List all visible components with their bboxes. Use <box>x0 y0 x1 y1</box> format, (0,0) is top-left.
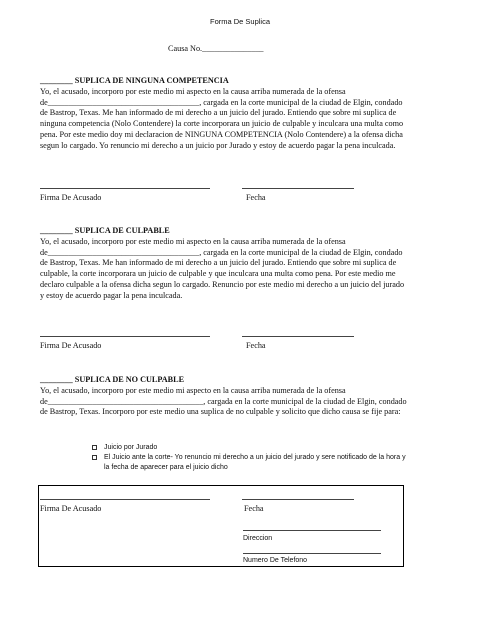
causa-number-field[interactable]: Causa No._______________ <box>168 44 264 53</box>
section-heading: ________ SUPLICA DE NINGUNA COMPETENCIA <box>40 76 229 85</box>
section-not-guilty <box>40 375 410 418</box>
option-label: Juicio por Jurado <box>104 444 158 451</box>
signature-line[interactable] <box>40 336 210 337</box>
signature-line[interactable] <box>40 499 210 500</box>
section-body: Yo, el acusado, incorporo por este medio mi aspecto en la causa arriba numerada de la ofensa de_____________________________________, cargada en la corte municipal de la ciudad de Elgin, condado de Bastrop, Texas. Me han informado de mi derecho a un juicio del jurado. Entiendo que sobre mi suplica de culpable, la corte incorporara un juicio de culpable y que inculcara una multa como pena. Por este medio me declaro culpable a la ofensa dicha segun lo cargado. Renuncio por este medio mi derecho a un juicio del jurado y estoy de acuerdo pagar la pena inculcada. <box>40 236 405 300</box>
option-jury-trial[interactable] <box>92 443 412 453</box>
signature-label: Firma De Acusado <box>40 341 102 350</box>
checkbox-icon[interactable] <box>92 455 97 460</box>
address-label: Direccion <box>243 535 273 542</box>
section-heading: ________ SUPLICA DE CULPABLE <box>40 226 170 235</box>
section-body: Yo, el acusado, incorporo por este medio mi aspecto en la causa arriba numerada de la ofensa de_____________________________________, cargada en la corte municipal de la ciudad de Elgin, condado de Bastrop, Texas. Me han informado de mi derecho a un juicio del jurado. Entiendo que sobre mi suplica de ninguna competencia (Nolo Contendere) la corte incorporara un juicio de culpable y inculcara una multa como pena. Por este medio doy mi declaracion de NINGUNA COMPETENCIA (Nolo Contendere) a la ofensa dicha segun lo cargado. Yo renuncio mi derecho a un juicio por Jurado y estoy de acuerdo pagar la pena inculcada. <box>40 86 404 150</box>
trial-options <box>92 443 412 473</box>
section-heading: ________ SUPLICA DE NO CULPABLE <box>40 375 185 384</box>
signature-box <box>38 485 404 567</box>
checkbox-icon[interactable] <box>92 445 97 450</box>
option-label: El Juicio ante la corte- Yo renuncio mi derecho a un juicio del jurado y sere notificado de la hora y la fecha de aparecer para el juicio dicho <box>104 454 406 471</box>
date-label: Fecha <box>244 504 264 513</box>
phone-line[interactable] <box>243 553 381 554</box>
date-line[interactable] <box>242 499 354 500</box>
date-label: Fecha <box>246 341 266 350</box>
phone-label: Numero De Telefono <box>243 557 308 564</box>
document-title: Forma De Suplica <box>209 17 271 26</box>
date-label: Fecha <box>246 193 266 202</box>
address-line[interactable] <box>243 530 381 531</box>
signature-line[interactable] <box>40 188 210 189</box>
section-guilty <box>40 226 410 302</box>
date-line[interactable] <box>242 336 354 337</box>
section-body: Yo, el acusado, incorporo por este medio mi aspecto en la causa arriba numerada de la ofensa de______________________________________, cargada en la corte municipal de la ciudad de Elgin, condado de Bastrop, Texas. Incorporo por este medio una suplica de no culpable y solicito que dicho causa se fije para: <box>40 385 407 417</box>
section-nolo-contendere <box>40 76 410 152</box>
option-bench-trial[interactable] <box>92 453 412 473</box>
signature-label: Firma De Acusado <box>40 504 102 513</box>
signature-label: Firma De Acusado <box>40 193 102 202</box>
date-line[interactable] <box>242 188 354 189</box>
